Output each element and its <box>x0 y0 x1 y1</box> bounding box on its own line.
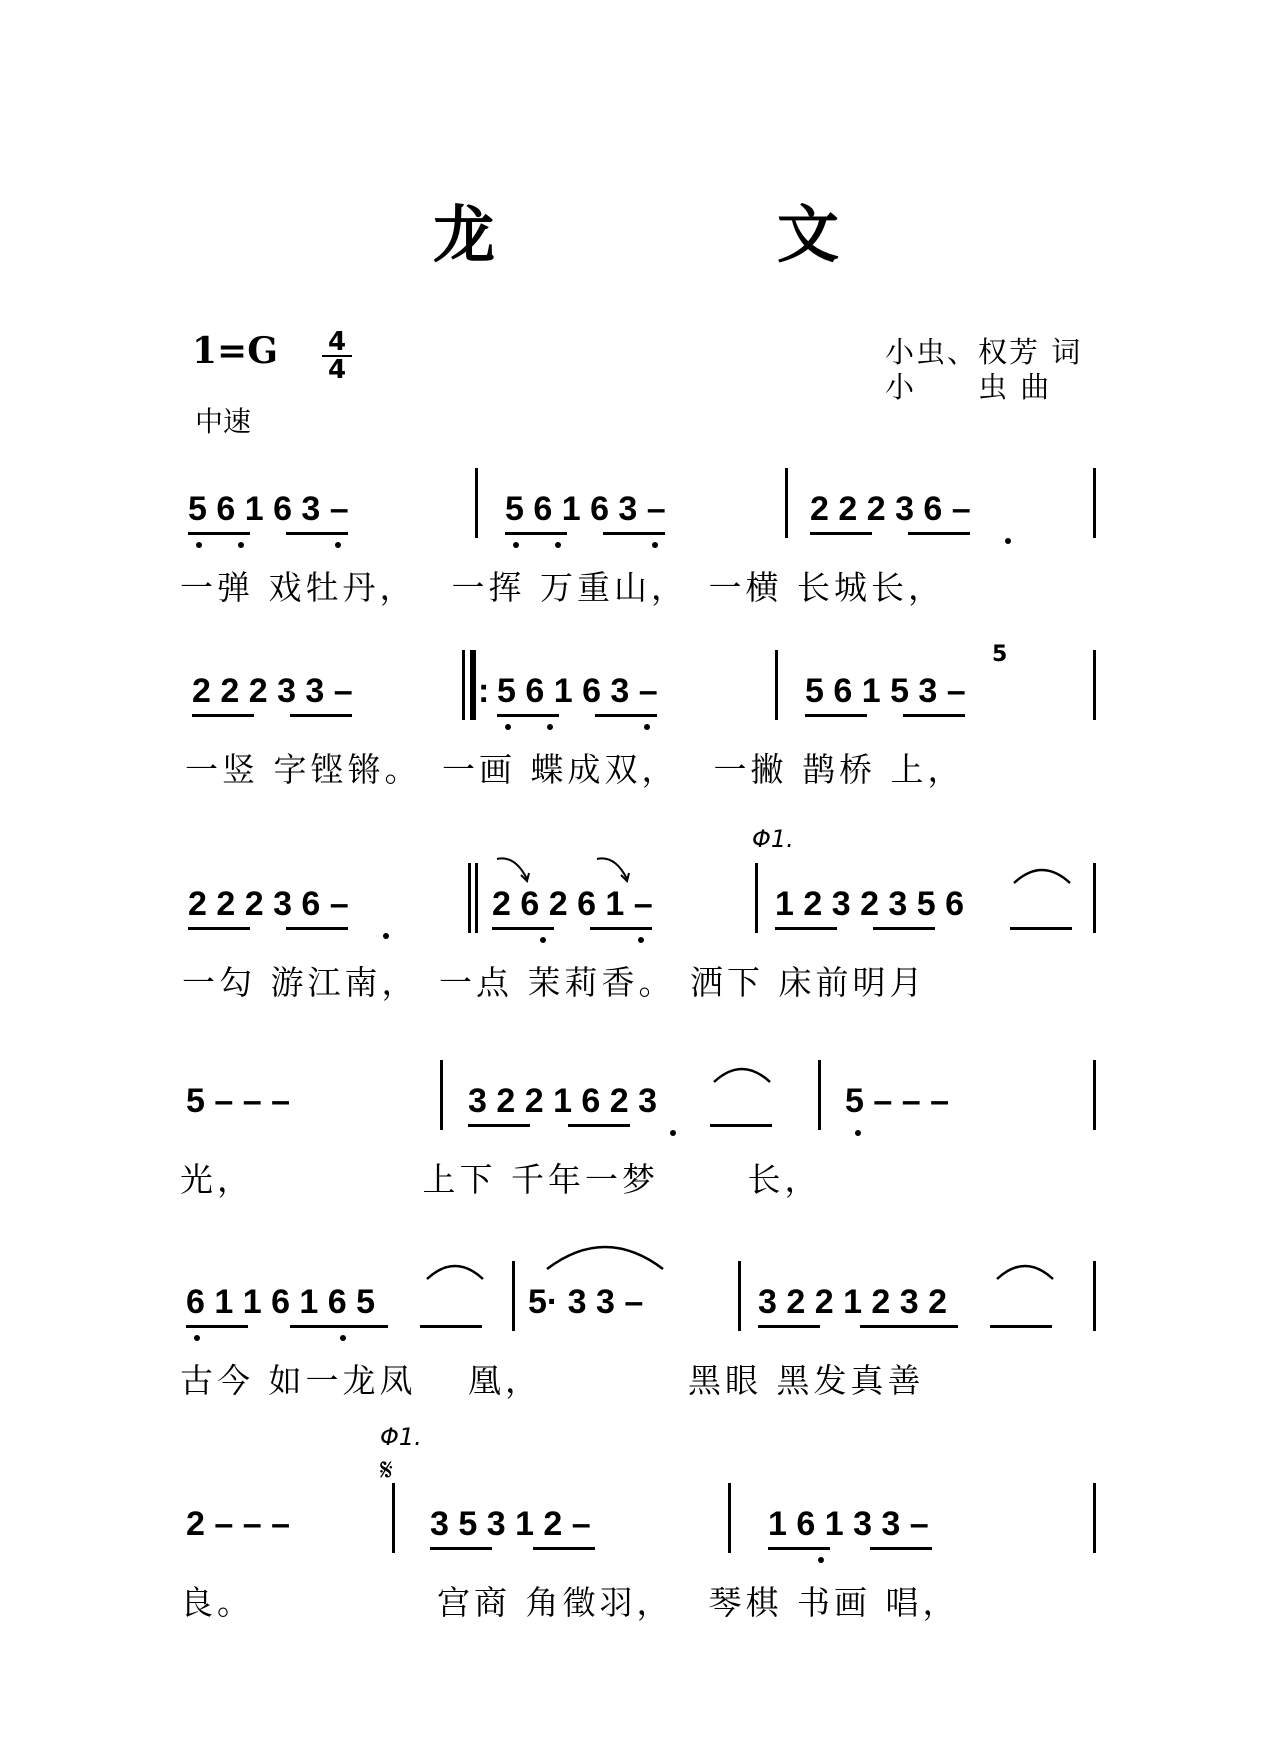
segno-sign: 𝄋 <box>380 1453 393 1488</box>
lyric-line-4: 光， 上下 千年一梦 长， <box>180 1160 822 1199</box>
measure-7: 2 2 2 3 6 – <box>188 885 349 923</box>
song-title: 龙 文 <box>432 198 949 271</box>
coda-mark: Φ1. <box>752 825 794 853</box>
time-signature-bottom: 4 <box>327 355 347 385</box>
measure-18: 1 6 1 3 3 – <box>768 1505 929 1543</box>
lyric-line-6: 良。 宫商 角徵羽， 琴棋 书画 唱， <box>180 1583 960 1622</box>
time-signature <box>322 327 352 385</box>
lyric-line-1: 一弹 戏牡丹， 一挥 万重山， 一横 长城长， <box>180 568 945 607</box>
measure-2: 5 6 1 6 3 – <box>505 490 666 528</box>
lyric-line-5: 古今 如一龙凤 凰， 黑眼 黑发真善 <box>180 1361 925 1400</box>
measure-14: 5· 3 3 – <box>528 1283 644 1321</box>
tempo-marking: 中速 <box>195 405 252 438</box>
composer-credit: 小 虫 曲 <box>885 370 1052 404</box>
measure-1: 5 6 1 6 3 – <box>188 490 349 528</box>
measure-9: 1 2 3 2 3 5 6 <box>775 885 965 923</box>
measure-4: 2 2 2 3 3 – <box>192 672 353 710</box>
measure-16: 2 – – – <box>186 1505 290 1543</box>
measure-11: 3 2 2 1 6 2 3 <box>468 1082 658 1120</box>
lyric-line-3: 一勾 游江南， 一点 茉莉香。 洒下 床前明月 <box>182 963 927 1002</box>
measure-13: 6 1 1 6 1 6 5 <box>186 1283 376 1321</box>
measure-8: 2 6 2 6 1 – <box>492 885 653 923</box>
sheet-music-page: 龙 文 1=G 4 4 中速 小虫、权芳 词 小 虫 曲 5 6 1 6 3 – 5 6 1 6 3 – 2 2 2 3 6 – 一弹 戏牡丹， 一挥 万重山， 一横 长城长， 2 2 2 3 3 – : 5 6 1 6 3 – 5 6 1 5 3 – 5 一竖 字铿锵。 一画 蝶成双， 一撇 鹊桥 上， Φ1. 2 2 2 3 6 – 2 6 2 6 1 – 1 2 3 2 3 5 6 一勾 游江南， 一点 茉莉香。 洒下 床前明月 5 – – – 3 2 2 1 6 2 3 5 – – – 光， 上下 千年一梦 长， 6 1 1 6 1 6 5 5· 3 3 – 3 2 2 1 2 3 2 古今 如一龙凤 凰， 黑眼 黑发真善 Φ1. 𝄋 2 – – – 3 5 3 1 2 – 1 6 1 3 3 – 良。 宫商 角徵羽， 琴棋 书画 唱， <box>0 0 1272 1760</box>
lyricist-credit: 小虫、权芳 词 <box>885 335 1083 369</box>
measure-17: 3 5 3 1 2 – <box>430 1505 591 1543</box>
grace-note: 5 <box>992 642 1008 667</box>
lyric-line-2: 一竖 字铿锵。 一画 蝶成双， 一撇 鹊桥 上， <box>185 750 965 789</box>
measure-6: 5 6 1 5 3 – <box>805 672 966 710</box>
time-signature-top: 4 <box>327 327 347 357</box>
measure-12: 5 – – – <box>845 1082 949 1120</box>
measure-15: 3 2 2 1 2 3 2 <box>758 1283 948 1321</box>
key-signature: 1=G <box>192 330 278 372</box>
measure-10: 5 – – – <box>186 1082 290 1120</box>
measure-5: 5 6 1 6 3 – <box>497 672 658 710</box>
measure-3: 2 2 2 3 6 – <box>810 490 971 528</box>
coda-mark-2: Φ1. <box>380 1423 422 1451</box>
